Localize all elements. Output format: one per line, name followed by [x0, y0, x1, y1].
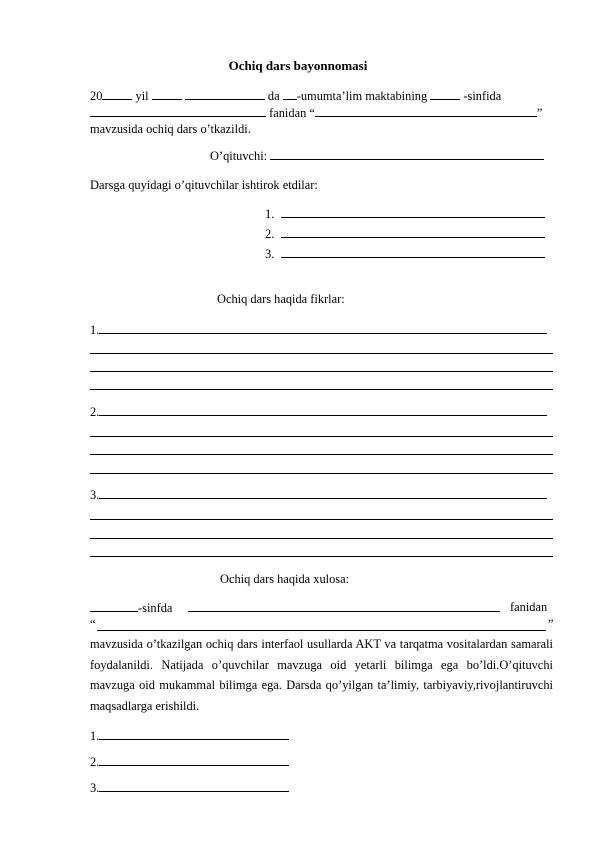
class-blank[interactable]: [430, 88, 460, 100]
da-label: da: [267, 89, 280, 103]
opinion-line[interactable]: [90, 473, 553, 474]
teacher-label: O’qituvchi:: [210, 149, 268, 163]
opinion-line[interactable]: [90, 519, 553, 520]
conclusion-row: [90, 754, 289, 770]
header-line-2: [90, 105, 542, 121]
conclusion-number: 3.: [90, 781, 100, 795]
month-blank[interactable]: [185, 88, 265, 100]
opinion-line[interactable]: [90, 556, 553, 557]
participant-row: [265, 246, 545, 262]
conclusion-class-label: -sinfda: [138, 601, 173, 615]
year-prefix: 20: [90, 89, 103, 103]
participant-number: 1.: [265, 207, 275, 221]
opinion-line[interactable]: [90, 353, 553, 354]
participant-blank[interactable]: [281, 206, 545, 218]
conclusion-blank[interactable]: [99, 754, 289, 766]
participant-number: 3.: [265, 247, 275, 261]
conclusion-number: 1.: [90, 729, 100, 743]
participant-blank[interactable]: [281, 226, 545, 238]
conclusion-paragraph: mavzusida o’tkazilgan ochiq dars interfaol usullarda AKT va tarqatma vositalardan samarali foydalanildi. Natijada o’quvchilar mavzuga oid yetarli bilimga ega bo’ldi.O’qituvchi mavzuga oid mukammal bilimga ega. Darsda qo’yilgan ta’limiy, tarbiyaviy,rivojlantiruvchi maqsadlarga erishildi.: [90, 637, 553, 713]
conclusion-blank[interactable]: [99, 728, 289, 740]
conclusion-fanidan-label: fanidan: [510, 600, 548, 614]
opinion-number: 3.: [90, 488, 100, 502]
conclusion-close-quote: ”: [548, 617, 554, 631]
participant-row: [265, 226, 545, 242]
school-label: -umumta’lim maktabining: [296, 89, 428, 103]
conclusion-row: [90, 780, 289, 796]
year-blank[interactable]: [102, 88, 132, 100]
header-line-3: mavzusida ochiq dars o’tkazildi.: [90, 122, 251, 136]
conclusion-class-line: [90, 600, 172, 616]
subject-label: fanidan “: [269, 106, 315, 120]
opinion-line[interactable]: [90, 538, 553, 539]
conclusion-row: [90, 728, 289, 744]
opinions-heading: Ochiq dars haqida fikrlar:: [217, 292, 345, 306]
conclusion-topic-blank[interactable]: [97, 630, 546, 631]
participant-row: [265, 206, 545, 222]
year-label: yil: [135, 89, 149, 103]
class-label: -sinfida: [463, 89, 502, 103]
conclusion-subject-blank[interactable]: [188, 600, 500, 612]
opinion-row: [90, 322, 547, 338]
opinion-blank[interactable]: [99, 404, 547, 416]
header-line-1: [90, 88, 501, 104]
conclusion-open-quote: “: [90, 617, 96, 631]
topic-close-quote: ”: [536, 106, 543, 120]
opinion-line[interactable]: [90, 371, 553, 372]
opinion-blank[interactable]: [99, 487, 547, 499]
subject-blank[interactable]: [90, 105, 266, 117]
opinion-line[interactable]: [90, 389, 553, 390]
school-number-blank[interactable]: [283, 88, 297, 100]
teacher-blank[interactable]: [270, 148, 544, 160]
conclusion-blank[interactable]: [99, 780, 289, 792]
opinion-number: 1.: [90, 323, 100, 337]
document-title: Ochiq dars bayonnomasi: [228, 58, 368, 73]
conclusion-heading: Ochiq dars haqida xulosa:: [220, 572, 350, 586]
participants-intro: Darsga quyidagi o’qituvchilar ishtirok etdilar:: [90, 178, 318, 192]
participant-number: 2.: [265, 227, 275, 241]
opinion-row: [90, 487, 547, 503]
participant-blank[interactable]: [281, 246, 545, 258]
opinion-line[interactable]: [90, 454, 553, 455]
topic-blank[interactable]: [315, 105, 537, 117]
opinion-row: [90, 404, 547, 420]
conclusion-number: 2.: [90, 755, 100, 769]
opinion-line[interactable]: [90, 436, 553, 437]
opinion-number: 2.: [90, 405, 100, 419]
conclusion-class-blank[interactable]: [90, 600, 138, 612]
day-blank[interactable]: [152, 88, 182, 100]
teacher-line: [210, 148, 544, 164]
opinion-blank[interactable]: [99, 322, 547, 334]
